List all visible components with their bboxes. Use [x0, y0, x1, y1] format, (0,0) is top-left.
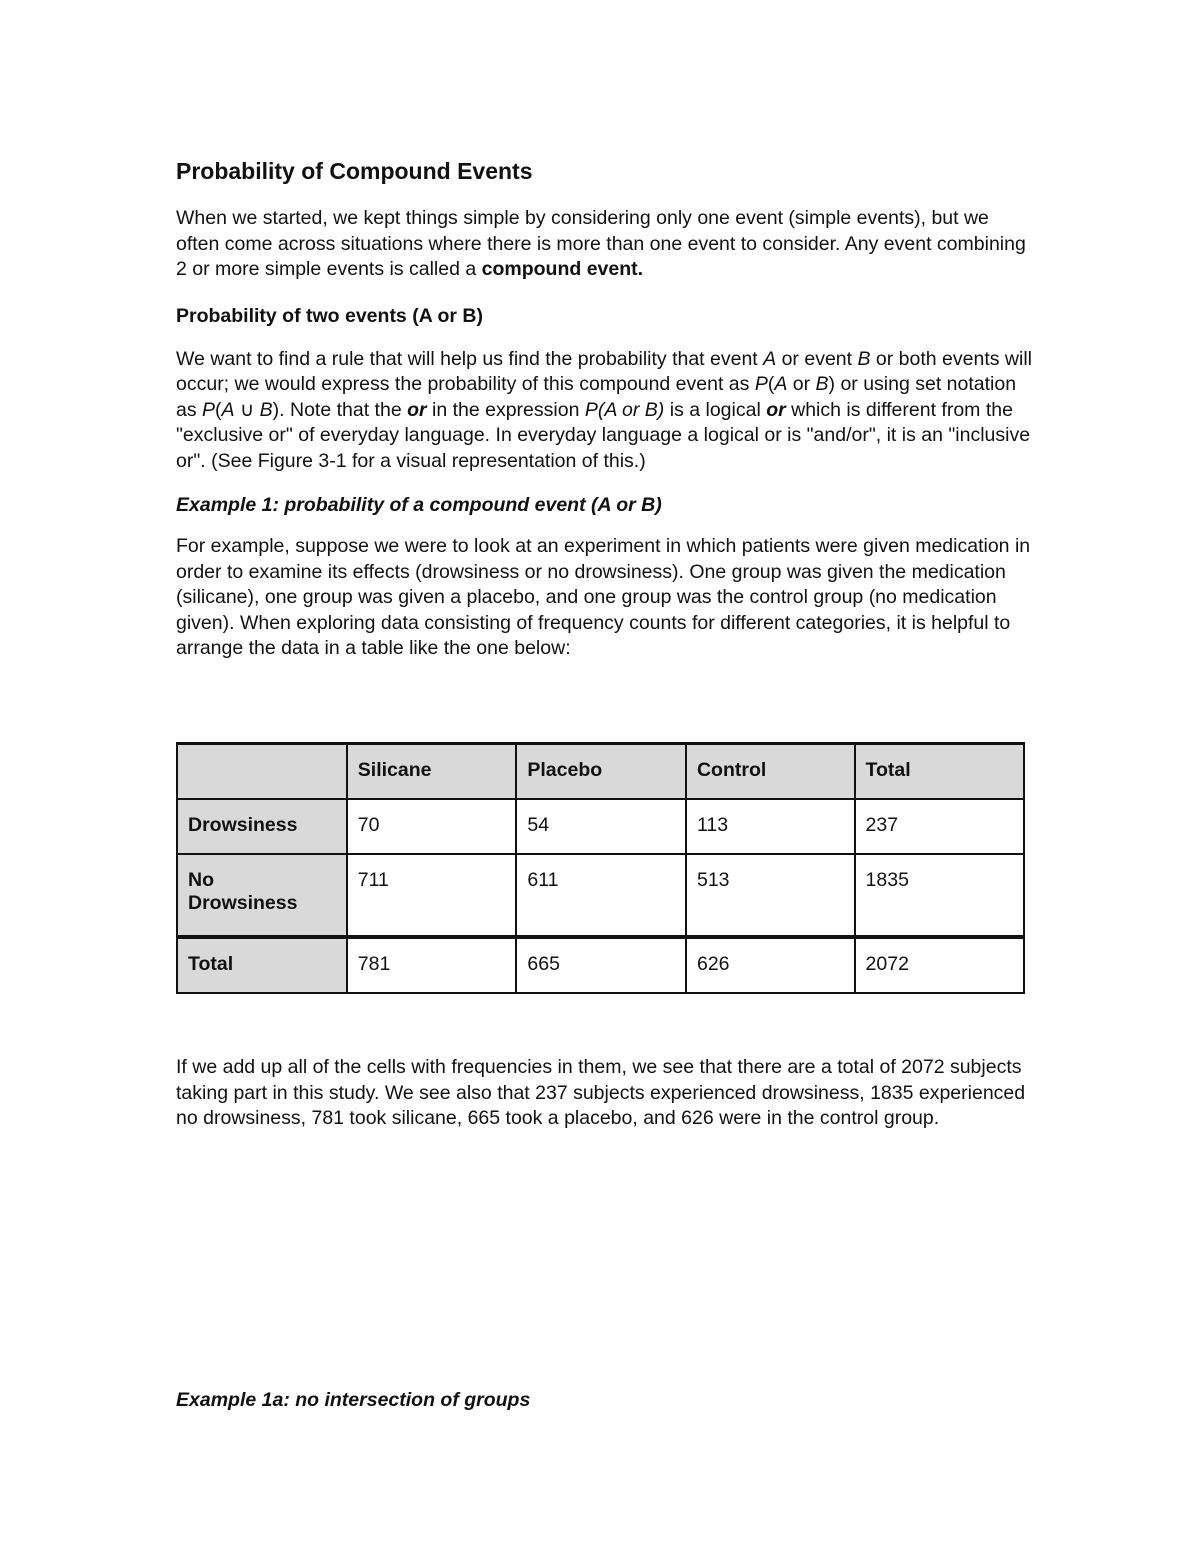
frequency-table [176, 742, 1025, 994]
table-cell: 237 [855, 799, 1024, 854]
var-b: B [259, 398, 273, 421]
table-cell: 113 [686, 799, 855, 854]
row-header: Drowsiness [177, 799, 347, 854]
var-a: A [774, 373, 788, 395]
page-title: Probability of Compound Events [176, 158, 533, 184]
table-header-row [177, 744, 1024, 800]
table-cell: 626 [686, 937, 855, 993]
table-cell: 611 [516, 854, 686, 937]
table-row [177, 799, 1024, 854]
table-row [177, 937, 1024, 993]
column-header: Placebo [516, 744, 686, 800]
rule-text-7: ( [215, 398, 222, 421]
compound-event-term: compound event. [481, 258, 644, 280]
var-b: B [857, 347, 871, 370]
expression: P(A or B) [584, 398, 665, 421]
table-cell: 665 [516, 937, 686, 993]
var-p: P [202, 398, 216, 421]
column-header: Total [855, 744, 1024, 800]
var-p: P [754, 373, 768, 395]
rule-paragraph [176, 347, 1036, 475]
rule-text-3: or both events will occur; we would express the probability of this compound event as [176, 347, 1032, 395]
rule-text-10: is a logical [664, 398, 767, 421]
example-1-heading: Example 1: probability of a compound event (A or B) [176, 494, 662, 516]
column-header: Silicane [347, 744, 517, 800]
table-cell: 513 [686, 854, 855, 937]
example-1-paragraph: For example, suppose we were to look at an experiment in which patients were given medication in order to examine its effects (drowsiness or no drowsiness). One group was given the medication (silicane), one group was given a placebo, and one group was the control group (no medication given). When exploring data consisting of frequency counts for different categories, it is helpful to arrange the data in a table like the one below: [176, 535, 1031, 659]
table-cell: 70 [347, 799, 517, 854]
row-header: Total [177, 937, 347, 993]
union-symbol: ∪ [234, 398, 260, 421]
example-1a-heading: Example 1a: no intersection of groups [176, 1389, 531, 1411]
document-page [176, 150, 1036, 1411]
table-corner-cell [177, 744, 347, 800]
row-header-line: Drowsiness [188, 892, 298, 914]
rule-text-2: or event [776, 347, 858, 370]
rule-text-11: which is different from the "exclusive or" of everyday language. In everyday language a logical or is "and/or", it is an "inclusive or". (See Figure 3-1 for a visual representation of this.) [176, 398, 1031, 472]
column-header: Control [686, 744, 855, 800]
table-cell: 781 [347, 937, 517, 993]
table-row [177, 854, 1024, 937]
rule-text-9: in the expression [426, 398, 585, 421]
or-emphasis: or [766, 398, 786, 421]
table-cell: 711 [347, 854, 517, 937]
table-cell: 1835 [855, 854, 1024, 937]
table-cell: 2072 [855, 937, 1024, 993]
rule-text-6: ) or using set notation as [176, 373, 1017, 421]
or-emphasis: or [407, 398, 427, 421]
rule-text-4: ( [767, 373, 775, 395]
section-heading: Probability of two events (A or B) [176, 304, 483, 327]
var-b: B [815, 373, 829, 395]
rule-text-5: or [787, 373, 816, 395]
rule-text-8: ). Note that the [272, 398, 408, 421]
var-a: A [221, 398, 235, 421]
row-header-line: No [188, 869, 214, 891]
intro-paragraph [176, 206, 1036, 283]
summary-paragraph: If we add up all of the cells with frequencies in them, we see that there are a total of 2072 subjects taking part in this study. We see also that 237 subjects experienced drowsiness, 1835 experienced no drowsiness, 781 took silicane, 665 took a placebo, and 626 were in the control group. [176, 1056, 1026, 1129]
intro-text: When we started, we kept things simple by considering only one event (simple events), but we often come across situations where there is more than one event to consider. Any event combining 2 or more simple events is called a [176, 207, 1026, 280]
var-a: A [763, 347, 777, 370]
row-header [177, 854, 347, 937]
rule-text-1: We want to find a rule that will help us find the probability that event [176, 347, 764, 370]
table-cell: 54 [516, 799, 686, 854]
